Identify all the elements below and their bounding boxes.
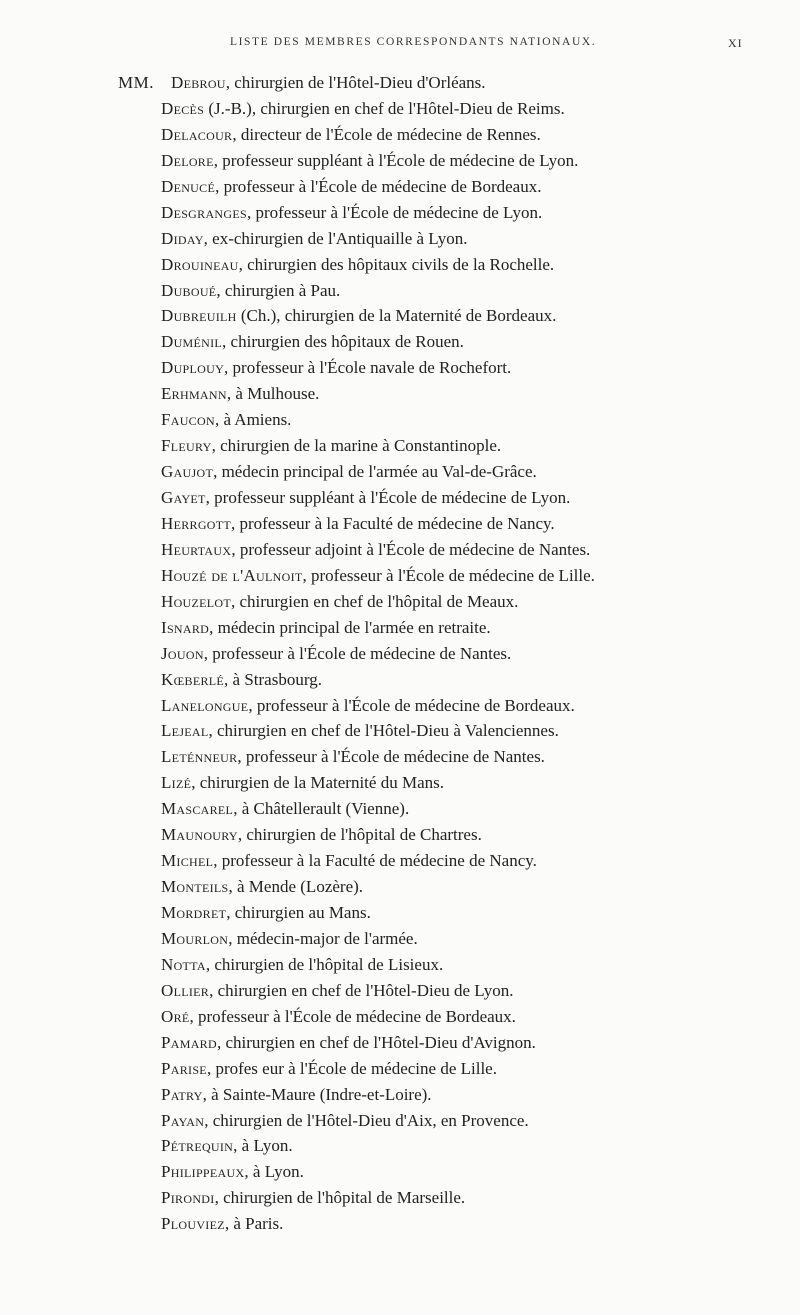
member-name: Denucé xyxy=(161,176,216,196)
member-entry xyxy=(161,200,781,226)
member-entry xyxy=(161,433,781,459)
member-name: Dubreuilh xyxy=(161,306,237,326)
member-entry xyxy=(161,174,781,200)
member-name: Erhmann xyxy=(161,384,227,404)
member-description: , à Amiens. xyxy=(214,410,292,430)
member-name: Faucon xyxy=(161,410,215,430)
member-description: , à Strasbourg. xyxy=(224,669,322,689)
member-name: Lejeal xyxy=(161,721,209,741)
member-entry xyxy=(161,978,781,1004)
member-name: Houzelot xyxy=(161,591,231,611)
member-name: Desgranges xyxy=(161,202,247,222)
running-header xyxy=(0,36,800,52)
member-entry xyxy=(161,381,781,407)
member-name: Gaujot xyxy=(161,462,214,482)
member-entry xyxy=(161,70,781,96)
member-name: Michel xyxy=(161,851,214,871)
member-description: , médecin principal de l'armée au Val-de-Grâce. xyxy=(213,462,537,482)
member-name: Leténneur xyxy=(161,747,238,767)
member-entry xyxy=(161,1133,781,1159)
header-title: LISTE DES MEMBRES CORRESPONDANTS NATIONAUX. xyxy=(230,36,597,48)
member-entry xyxy=(161,1108,781,1134)
member-entry xyxy=(161,615,781,641)
member-name: Notta xyxy=(161,954,206,974)
member-name: Isnard xyxy=(161,617,210,637)
member-description: , chirurgien en chef de l'Hôtel-Dieu d'Avignon. xyxy=(216,1032,536,1052)
member-entry xyxy=(161,926,781,952)
member-entry xyxy=(161,874,781,900)
member-description: , professeur à l'École de médecine de Nantes. xyxy=(203,643,512,663)
member-name: Drouineau xyxy=(161,254,239,274)
member-description: , professeur suppléant à l'École de médecine de Lyon. xyxy=(213,150,579,170)
member-description: , chirurgien de l'Hôtel-Dieu d'Orléans. xyxy=(225,73,486,92)
member-description: , chirurgien des hôpitaux de Rouen. xyxy=(222,332,464,352)
member-name: Gayet xyxy=(161,488,206,507)
member-name: Lizé xyxy=(161,773,192,793)
member-description: , professeur à la Faculté de médecine de Nancy. xyxy=(213,851,537,871)
member-description: , chirurgien de la Maternité du Mans. xyxy=(191,773,444,793)
member-name: Kœberlé xyxy=(161,669,225,689)
member-description: , chirurgien des hôpitaux civils de la Rochelle. xyxy=(238,254,555,274)
member-description: , professeur à l'École de médecine de Nantes. xyxy=(237,747,545,767)
member-description: , médecin-major de l'armée. xyxy=(228,928,418,948)
member-description: , chirurgien de la marine à Constantinople. xyxy=(211,436,502,456)
member-entry xyxy=(161,1056,781,1082)
member-name: Maunoury xyxy=(161,825,238,845)
member-entry xyxy=(161,278,781,304)
member-description: , chirurgien à Pau. xyxy=(216,280,341,300)
member-entry xyxy=(161,589,781,615)
member-name: Heurtaux xyxy=(161,539,232,559)
member-name: Pirondi xyxy=(161,1188,215,1208)
member-entry xyxy=(161,96,781,122)
member-description: , professeur à l'École de médecine de Bordeaux. xyxy=(215,176,542,196)
honorific-prefix: MM. xyxy=(118,73,154,92)
member-description: (Ch.), chirurgien de la Maternité de Bordeaux. xyxy=(236,306,557,326)
member-name: Ollier xyxy=(161,980,210,1000)
member-description: , chirurgien de l'Hôtel-Dieu d'Aix, en Provence. xyxy=(204,1110,529,1130)
member-description: , chirurgien de l'hôpital de Lisieux. xyxy=(205,954,444,974)
member-description: , à Châtellerault (Vienne). xyxy=(233,799,410,819)
member-entry xyxy=(161,1185,781,1211)
member-name: Mascarel xyxy=(161,799,234,819)
member-entry xyxy=(161,641,781,667)
member-name: Duménil xyxy=(161,332,223,352)
member-name: Monteils xyxy=(161,877,229,897)
member-entry xyxy=(161,1211,781,1237)
member-name: Mordret xyxy=(161,903,227,922)
member-name: Debrou xyxy=(171,73,226,92)
member-description: , directeur de l'École de médecine de Rennes. xyxy=(232,124,541,144)
member-name: Lanelongue xyxy=(161,695,249,715)
member-entry xyxy=(161,1004,781,1030)
member-entry xyxy=(161,744,781,770)
member-description: , médecin principal de l'armée en retraite. xyxy=(209,617,491,637)
member-list xyxy=(161,70,781,1237)
member-name: Jouon xyxy=(161,643,204,663)
member-description: , à Lyon. xyxy=(233,1136,293,1156)
member-description: , professeur à l'École navale de Rochefort. xyxy=(224,358,512,378)
member-name: Delore xyxy=(161,150,214,170)
member-entry xyxy=(161,770,781,796)
member-name: Oré xyxy=(161,1006,190,1026)
member-entry xyxy=(161,848,781,874)
member-name: Mourlon xyxy=(161,928,229,948)
member-description: , professeur à la Faculté de médecine de Nancy. xyxy=(231,513,555,533)
member-entry xyxy=(161,667,781,693)
member-description: , chirurgien de l'hôpital de Marseille. xyxy=(214,1188,466,1208)
member-name: Duplouy xyxy=(161,358,225,378)
member-description: , professeur adjoint à l'École de médecine de Nantes. xyxy=(231,539,591,559)
member-name: Pamard xyxy=(161,1032,217,1052)
member-entry xyxy=(161,718,781,744)
page-number: XI xyxy=(728,36,743,50)
member-entry xyxy=(161,1159,781,1185)
member-description: , à Mulhouse. xyxy=(226,384,320,404)
member-entry xyxy=(161,148,781,174)
member-description: , chirurgien au Mans. xyxy=(226,903,371,922)
member-description: , chirurgien en chef de l'Hôtel-Dieu à Valenciennes. xyxy=(208,721,559,741)
member-description: , chirurgien en chef de l'Hôtel-Dieu de Lyon. xyxy=(209,980,514,1000)
member-name: Payan xyxy=(161,1110,205,1130)
member-name: Diday xyxy=(161,228,204,248)
member-description: , professeur à l'École de médecine de Lyon. xyxy=(246,202,543,222)
member-entry xyxy=(161,822,781,848)
member-description: , professeur à l'École de médecine de Bordeaux. xyxy=(189,1006,516,1026)
member-entry xyxy=(161,226,781,252)
member-entry xyxy=(161,303,781,329)
member-name: Fleury xyxy=(161,436,212,456)
member-name: Philippeaux xyxy=(161,1162,245,1182)
member-description: , professeur suppléant à l'École de médecine de Lyon. xyxy=(205,488,571,507)
member-name: Houzé de l'Aulnoit xyxy=(161,565,303,585)
member-name: Duboué xyxy=(161,280,217,300)
member-name: Delacour xyxy=(161,124,233,144)
member-name: Herrgott xyxy=(161,513,232,533)
member-description: , à Mende (Lozère). xyxy=(228,877,364,897)
member-description: , profes eur à l'École de médecine de Lille. xyxy=(206,1058,497,1078)
member-name: Decès xyxy=(161,98,205,118)
member-entry xyxy=(161,485,781,511)
member-entry xyxy=(161,563,781,589)
member-entry xyxy=(161,252,781,278)
member-description: (J.-B.), chirurgien en chef de l'Hôtel-Dieu de Reims. xyxy=(204,98,565,118)
member-entry xyxy=(161,1082,781,1108)
member-name: Plouviez xyxy=(161,1214,225,1234)
member-name: Parise xyxy=(161,1058,207,1078)
member-description: , à Lyon. xyxy=(244,1162,304,1182)
member-name: Pétrequin xyxy=(161,1136,234,1156)
member-entry xyxy=(161,329,781,355)
member-entry xyxy=(161,900,781,926)
member-entry xyxy=(161,122,781,148)
member-description: , à Sainte-Maure (Indre-et-Loire). xyxy=(202,1084,432,1104)
member-entry xyxy=(161,407,781,433)
member-name: Patry xyxy=(161,1084,203,1104)
member-entry xyxy=(161,511,781,537)
member-description: , à Paris. xyxy=(224,1214,284,1234)
member-description: , professeur à l'École de médecine de Lille. xyxy=(302,565,595,585)
member-entry xyxy=(161,693,781,719)
member-description: , chirurgien de l'hôpital de Chartres. xyxy=(237,825,482,845)
member-description: , professeur à l'École de médecine de Bordeaux. xyxy=(248,695,575,715)
member-entry xyxy=(161,355,781,381)
member-description: , chirurgien en chef de l'hôpital de Meaux. xyxy=(231,591,519,611)
member-entry xyxy=(161,952,781,978)
member-description: , ex-chirurgien de l'Antiquaille à Lyon. xyxy=(203,228,468,248)
member-entry xyxy=(161,796,781,822)
member-entry xyxy=(161,459,781,485)
member-entry xyxy=(161,537,781,563)
member-entry xyxy=(161,1030,781,1056)
